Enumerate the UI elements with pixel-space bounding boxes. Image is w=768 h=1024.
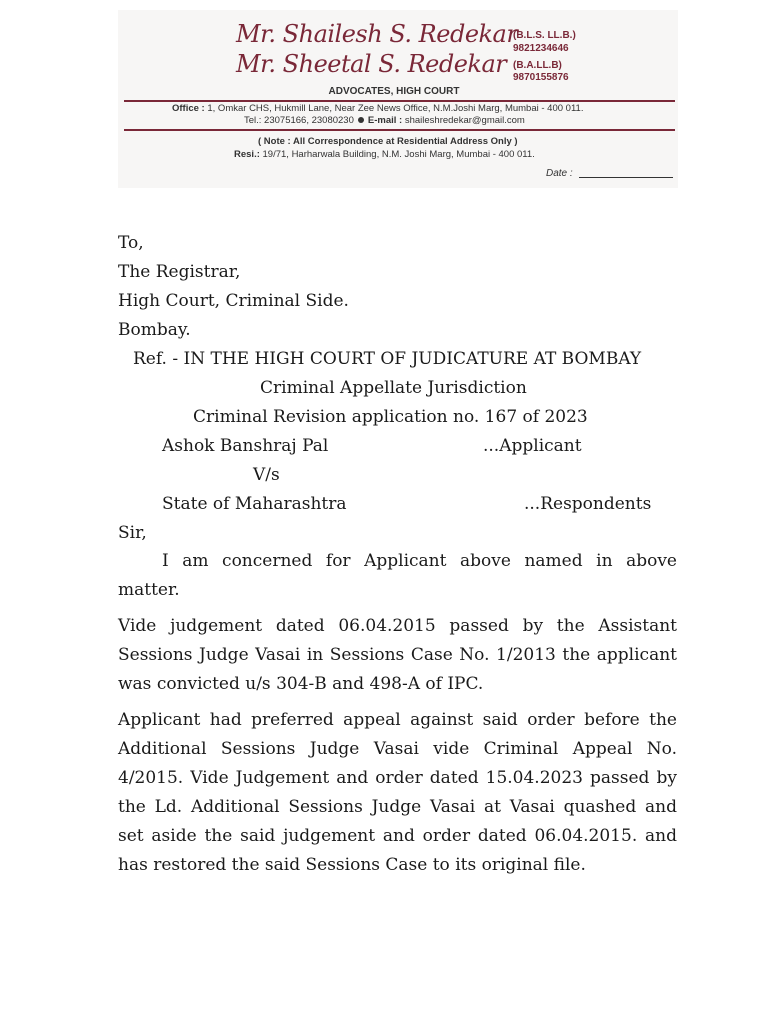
advocate-phone-1: 9821234646 <box>513 43 569 54</box>
bullet-dot <box>358 117 364 123</box>
applicant-role: ...Applicant <box>483 436 582 456</box>
date-field <box>546 168 673 179</box>
body-paragraph-1: I am concerned for Applicant above named in above matter. <box>118 551 677 600</box>
addressee-registrar: The Registrar, <box>118 262 241 282</box>
residential-address-line <box>234 149 535 160</box>
telephone-numbers: Tel.: 23075166, 23080230 <box>244 115 354 126</box>
advocate-name-2 <box>236 50 506 78</box>
date-blank-line <box>579 177 673 178</box>
contact-line <box>244 115 525 126</box>
email-label: E-mail : <box>367 115 403 126</box>
office-address-line <box>172 103 583 114</box>
reference-jurisdiction: Criminal Appellate Jurisdiction <box>260 378 527 398</box>
letterhead-rule-top <box>124 100 675 102</box>
versus: V/s <box>253 465 280 485</box>
advocate-name-1-text: Mr. Shailesh S. Redekar <box>236 20 518 48</box>
body-paragraph-3: Applicant had preferred appeal against said order before the Additional Sessions Judge Vasai vide Criminal Appeal No. 4/2015. Vide Judgement and order dated 15.04.2023 passed by the Ld. Additional Sessions Judge Vasai at Vasai quashed and set aside the said judgement and order dated 06.04.2015. and has restored the said Sessions Case to its original file. <box>118 710 677 875</box>
date-label: Date : <box>546 168 573 179</box>
email-address: shaileshredekar@gmail.com <box>404 115 525 126</box>
applicant-name: Ashok Banshraj Pal <box>162 436 329 456</box>
body-paragraph-2: Vide judgement dated 06.04.2015 passed by the Assistant Sessions Judge Vasai in Sessions Case No. 1/2013 the applicant was convicted u/s 304-B and 498-A of IPC. <box>118 616 677 694</box>
salutation: Sir, <box>118 523 147 543</box>
residence-label: Resi.: <box>234 149 260 160</box>
reference-court: Ref. - IN THE HIGH COURT OF JUDICATURE AT BOMBAY <box>133 349 642 369</box>
designation: ADVOCATES, HIGH COURT <box>328 86 460 97</box>
office-address: 1, Omkar CHS, Hukmill Lane, Near Zee News Office, N.M.Joshi Marg, Mumbai - 400 011. <box>207 103 584 114</box>
respondent-role: ...Respondents <box>524 494 652 514</box>
correspondence-note-text: ( Note : All Correspondence at Residential Address Only ) <box>258 136 518 147</box>
correspondence-note <box>258 136 518 147</box>
advocate-phone-2: 9870155876 <box>513 72 569 83</box>
advocate-name-2-text: Mr. Sheetal S. Redekar <box>236 50 507 78</box>
residential-address: 19/71, Harharwala Building, N.M. Joshi Marg, Mumbai - 400 011. <box>262 149 535 160</box>
addressee-court: High Court, Criminal Side. <box>118 291 349 311</box>
advocate-qualification-2: (B.A.LL.B) <box>513 60 562 71</box>
advocate-name-1 <box>236 20 517 48</box>
letterhead-rule-middle <box>124 129 675 131</box>
office-label: Office : <box>172 103 205 114</box>
addressee-city: Bombay. <box>118 320 191 340</box>
respondent-name: State of Maharashtra <box>162 494 347 514</box>
advocate-qualification-1: (B.L.S. LL.B.) <box>513 30 576 41</box>
addressee-to: To, <box>118 233 144 253</box>
reference-application: Criminal Revision application no. 167 of 2023 <box>193 407 588 427</box>
